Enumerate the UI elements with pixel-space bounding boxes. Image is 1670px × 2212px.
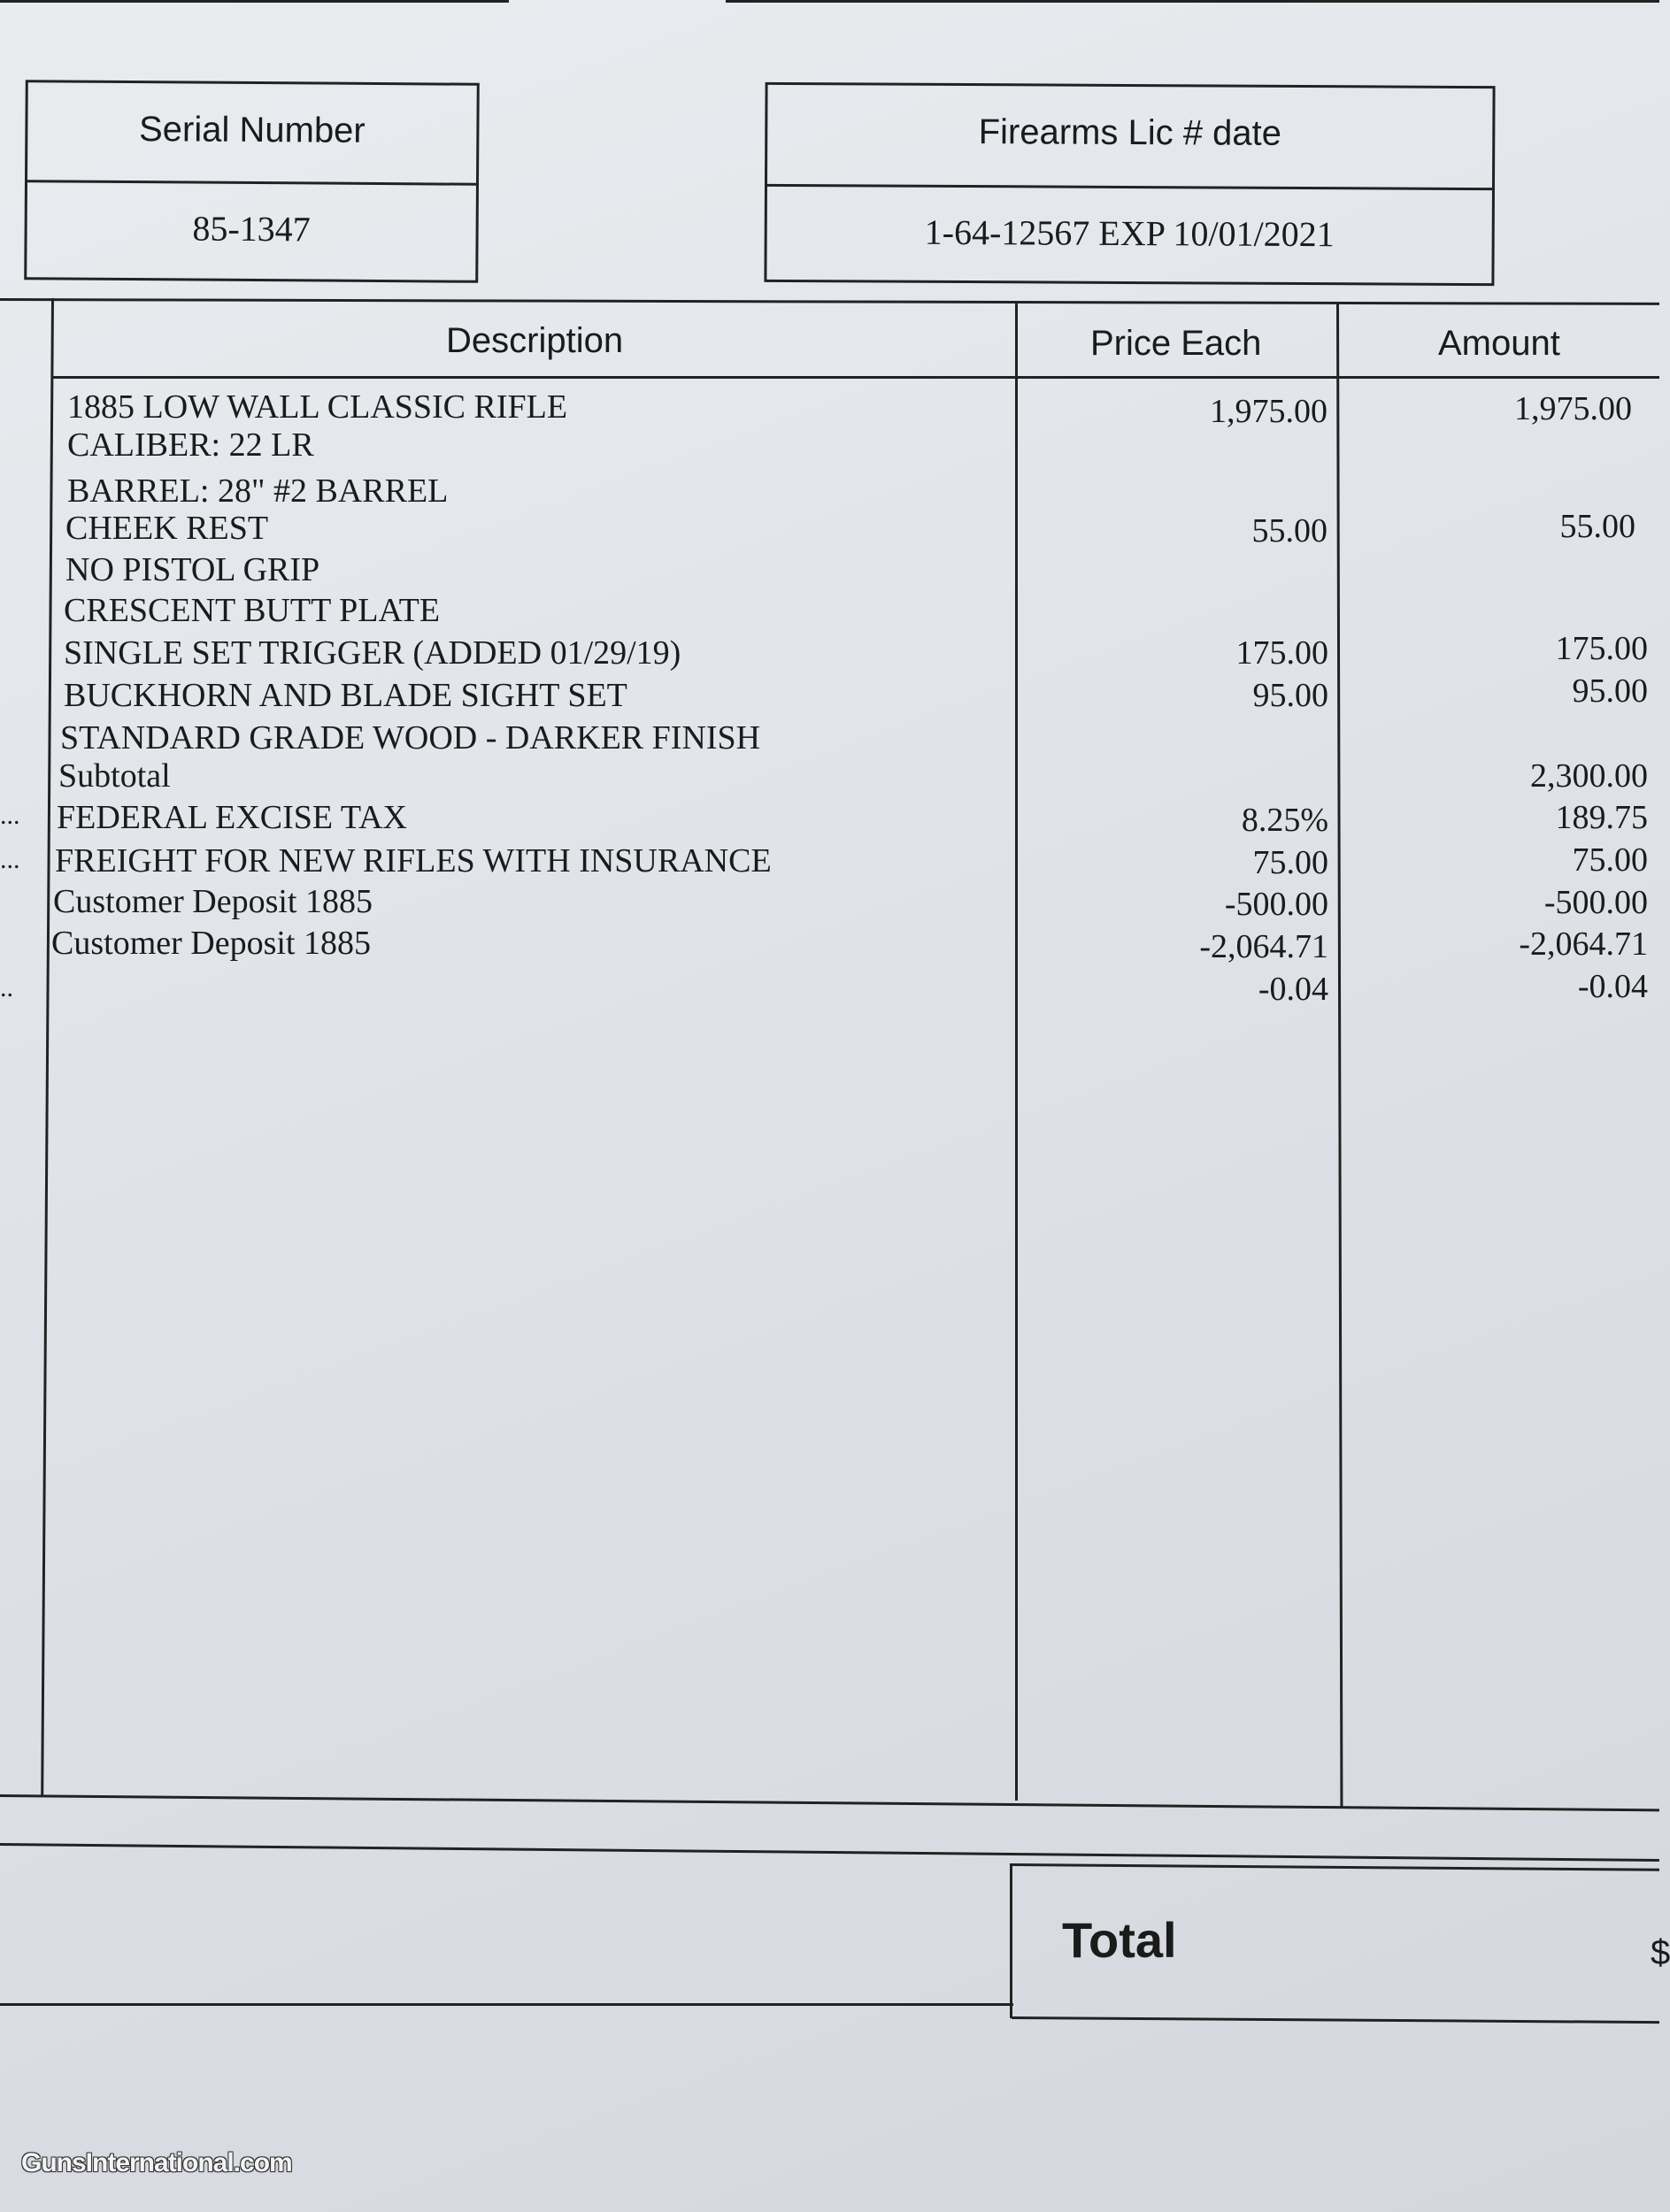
- price-column-divider: [1015, 301, 1018, 1801]
- table-row-price: 95.00: [1252, 677, 1328, 714]
- table-row-price: 8.25%: [1241, 802, 1328, 839]
- left-edge-mark: ...: [0, 801, 20, 830]
- column-header-amount: Amount: [1438, 324, 1560, 363]
- table-row-description: Customer Deposit 1885: [53, 883, 373, 920]
- table-row-price: 175.00: [1235, 634, 1328, 672]
- table-row-description: CALIBER: 22 LR: [67, 426, 314, 464]
- table-row-amount: 75.00: [1572, 841, 1648, 879]
- table-row-price: -500.00: [1224, 886, 1328, 923]
- site-watermark-logo: [21, 2148, 292, 2178]
- table-row-description: NO PISTOL GRIP: [65, 551, 320, 588]
- table-row-amount: 2,300.00: [1530, 757, 1648, 795]
- amount-column-divider: [1336, 303, 1343, 1808]
- table-row-description: Subtotal: [58, 757, 171, 795]
- left-edge-mark: ...: [0, 845, 20, 874]
- table-row-price: 75.00: [1252, 844, 1328, 881]
- table-row-amount: 55.00: [1559, 508, 1635, 545]
- table-row-amount: -0.04: [1577, 968, 1648, 1005]
- firearms-license-value: 1-64-12567 EXP 10/01/2021: [924, 211, 1335, 255]
- table-row-amount: 95.00: [1572, 672, 1648, 710]
- table-header-divider: [53, 376, 1659, 379]
- table-row-amount: 189.75: [1555, 799, 1648, 836]
- table-row-description: STANDARD GRADE WOOD - DARKER FINISH: [60, 719, 761, 757]
- left-edge-mark: ..: [0, 973, 13, 1002]
- table-row-price: 1,975.00: [1210, 393, 1328, 430]
- column-header-price-each: Price Each: [1090, 324, 1262, 363]
- table-row-description: BARREL: 28" #2 BARREL: [67, 472, 449, 510]
- serial-number-label: Serial Number: [138, 110, 366, 150]
- column-header-description: Description: [446, 321, 624, 360]
- total-label: Total: [1062, 1912, 1177, 1968]
- table-row-description: FREIGHT FOR NEW RIFLES WITH INSURANCE: [55, 842, 772, 879]
- table-row-price: -2,064.71: [1199, 928, 1328, 965]
- footer-bottom-rule: [0, 2003, 1013, 2006]
- table-row-amount: 175.00: [1555, 630, 1648, 667]
- firearms-license-label: Firearms Lic # date: [978, 112, 1282, 153]
- serial-number-value: 85-1347: [192, 208, 311, 250]
- total-box-left: [1010, 1863, 1012, 2018]
- total-value: $: [1651, 1933, 1670, 1972]
- table-row-price: -0.04: [1258, 971, 1328, 1008]
- table-row-description: CRESCENT BUTT PLATE: [64, 592, 441, 629]
- table-row-description: SINGLE SET TRIGGER (ADDED 01/29/19): [64, 634, 681, 672]
- table-row-description: Customer Deposit 1885: [51, 925, 371, 962]
- table-row-amount: 1,975.00: [1514, 390, 1632, 427]
- site-watermark-text: GunsInternational.com: [21, 2148, 292, 2177]
- table-row-description: 1885 LOW WALL CLASSIC RIFLE: [67, 388, 568, 426]
- table-row-price: 55.00: [1251, 512, 1328, 549]
- table-row-amount: -500.00: [1543, 884, 1648, 921]
- table-left-border: [41, 298, 54, 1796]
- table-row-amount: -2,064.71: [1519, 926, 1648, 963]
- table-row-description: BUCKHORN AND BLADE SIGHT SET: [64, 677, 627, 714]
- table-row-description: CHEEK REST: [65, 510, 269, 547]
- table-row-description: FEDERAL EXCISE TAX: [57, 799, 407, 836]
- table-bottom-border: [0, 1794, 1659, 1811]
- table-top-border: [0, 298, 1659, 305]
